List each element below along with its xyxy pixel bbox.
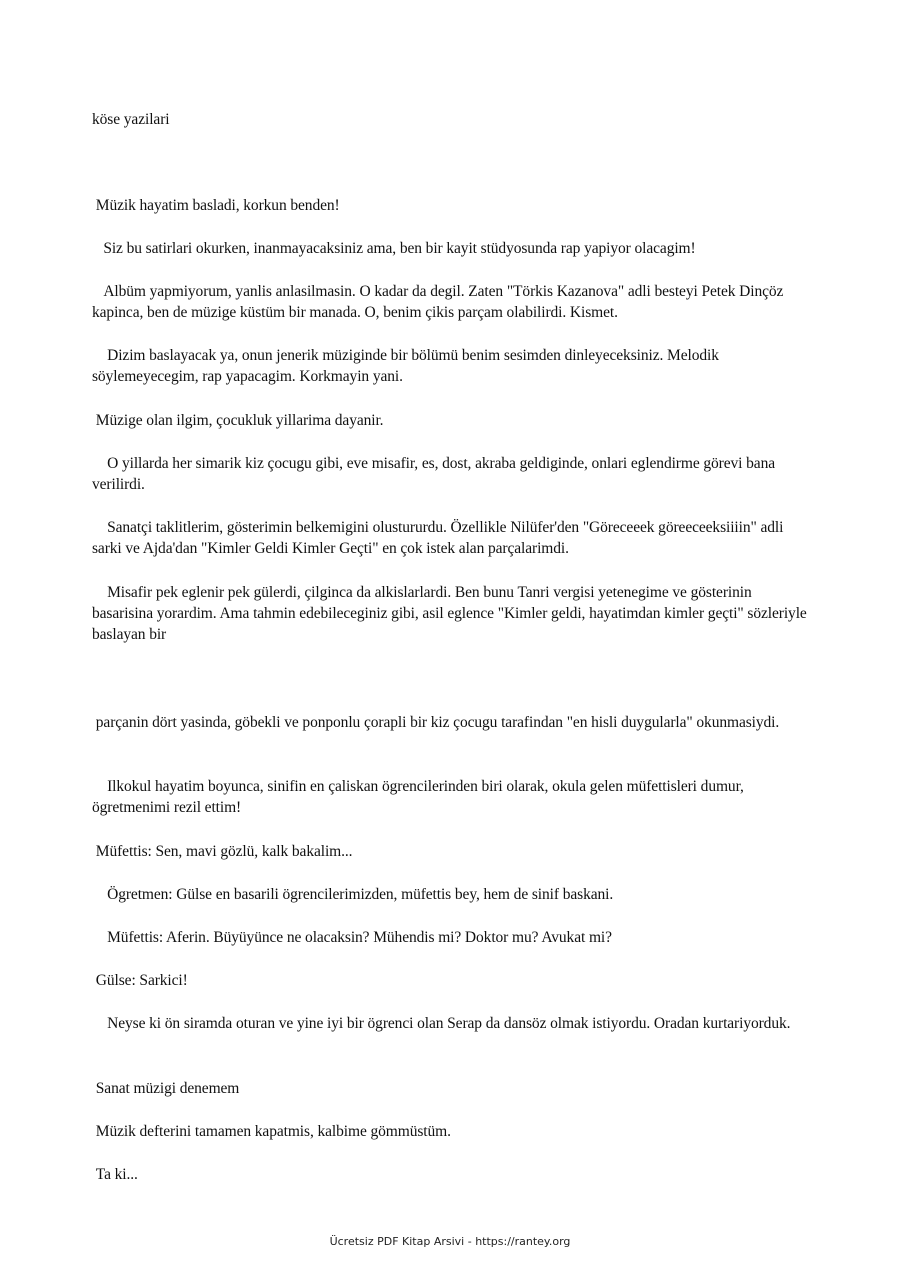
paragraph: O yillarda her simarik kiz çocugu gibi, eve misafir, es, dost, akraba geldiginde, onlari eglendirme görevi bana verilirdi. [92,455,779,493]
paragraph: Dizim baslayacak ya, onun jenerik müziginde bir bölümü benim sesimden dinleyeceksiniz. Melodik söylemeyecegim, rap yapacagim. Korkmayin yani. [92,347,723,385]
paragraph: Ta ki... [92,1166,138,1183]
paragraph: Sanatçi taklitlerim, gösterimin belkemigini olustururdu. Özellikle Nilüfer'den "Göreceeek göreeceeksiiiin" adli sarki ve Ajda'dan "Kimler Geldi Kimler Geçti" en çok istek alan parçalarimdi. [92,519,788,557]
paragraph: Müzik defterini tamamen kapatmis, kalbime gömmüstüm. [92,1123,451,1140]
paragraph: Albüm yapmiyorum, yanlis anlasilmasin. O kadar da degil. Zaten "Törkis Kazanova" adli besteyi Petek Dinçöz kapinca, ben de müzige küstüm bir manada. O, benim çikis parçam olabilirdi. Kismet. [92,283,788,321]
paragraph: Sanat müzigi denemem [92,1080,240,1097]
paragraph: Ögretmen: Gülse en basarili ögrencilerimizden, müfettis bey, hem de sinif baskani. [92,886,614,903]
paragraph: Müfettis: Sen, mavi gözlü, kalk bakalim... [92,843,353,860]
paragraph: Misafir pek eglenir pek gülerdi, çilginca da alkislarlardi. Ben bunu Tanri vergisi yetenegime ve gösterinin basarisina yorardim. Ama tahmin edebileceginiz gibi, asil eglence "Kimler geldi, hayatimdan kimler geçti" sözleriyle baslayan bir [92,584,811,643]
section-label: köse yazilari [92,111,170,128]
paragraph: Müfettis: Aferin. Büyüyünce ne olacaksin? Mühendis mi? Doktor mu? Avukat mi? [92,929,612,946]
paragraph: Müzige olan ilgim, çocukluk yillarima dayanir. [92,412,384,429]
paragraph: Siz bu satirlari okurken, inanmayacaksiniz ama, ben bir kayit stüdyosunda rap yapiyor olacagim! [92,240,696,257]
page-footer: Ücretsiz PDF Kitap Arsivi - https://rantey.org [329,1235,571,1248]
paragraph: Gülse: Sarkici! [92,972,188,989]
paragraph: Ilkokul hayatim boyunca, sinifin en çaliskan ögrencilerinden biri olarak, okula gelen müfettisleri dumur, ögretmenimi rezil ettim! [92,778,748,816]
paragraph: Neyse ki ön siramda oturan ve yine iyi bir ögrenci olan Serap da dansöz olmak istiyordu. Oradan kurtariyorduk. [92,1015,791,1032]
paragraph: parçanin dört yasinda, göbekli ve ponponlu çorapli bir kiz çocugu tarafindan "en hisli duygularla" okunmasiydi. [92,714,780,731]
paragraph: Müzik hayatim basladi, korkun benden! [92,197,340,214]
